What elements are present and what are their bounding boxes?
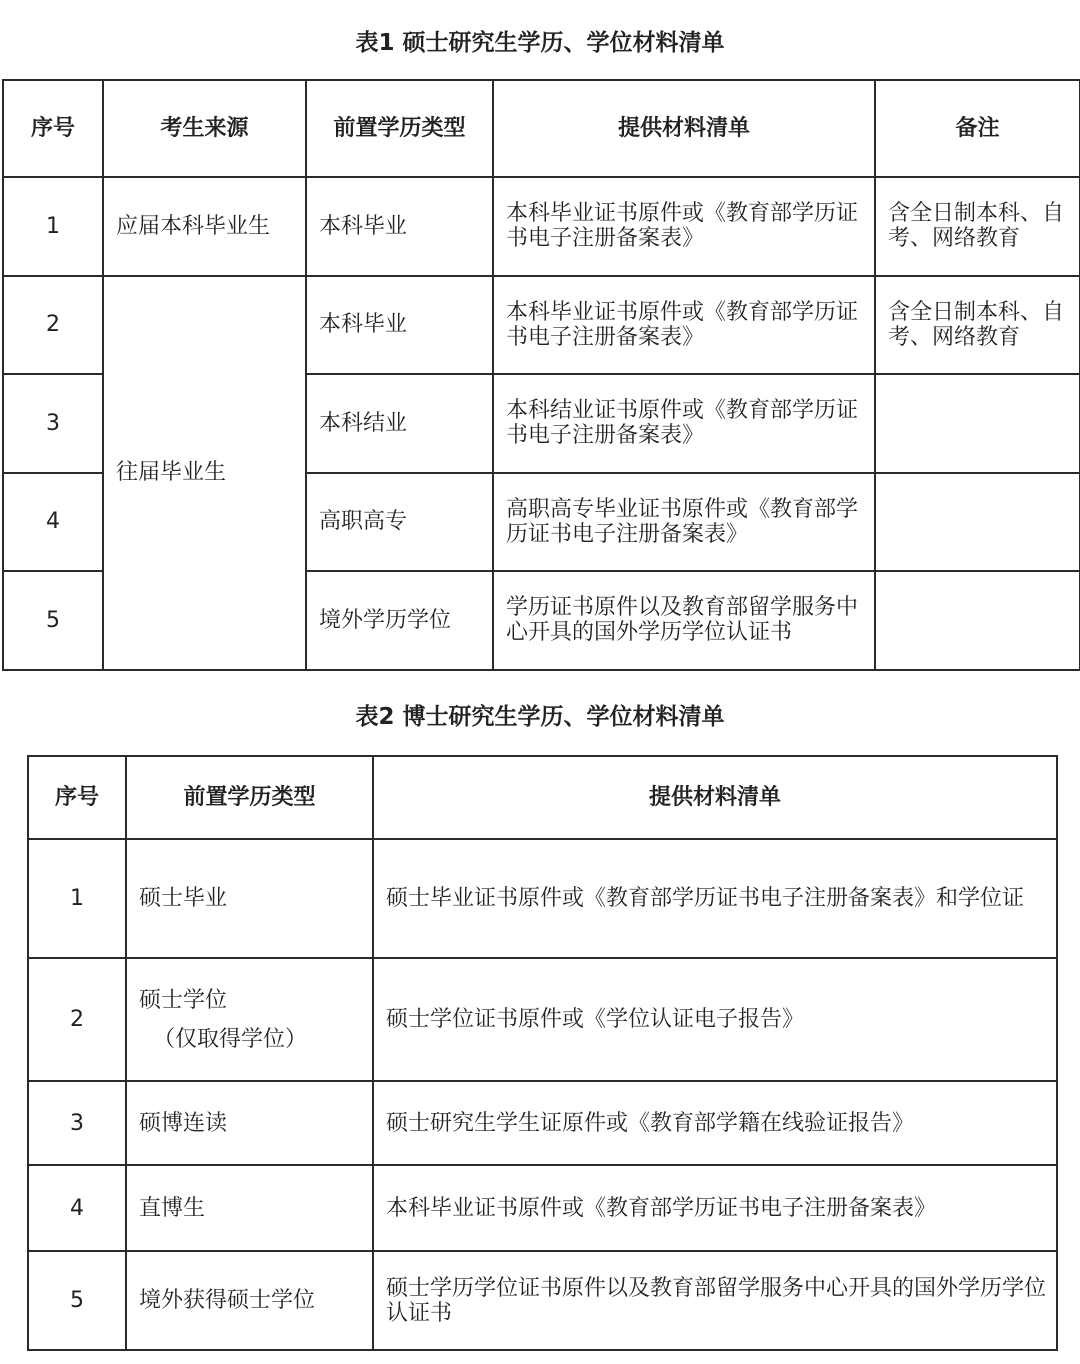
degree-type-cell: 高职高专 — [306, 473, 493, 572]
serial-cell: 2 — [3, 276, 103, 375]
materials-cell: 本科毕业证书原件或《教育部学历证书电子注册备案表》 — [493, 177, 875, 276]
serial-cell: 5 — [28, 1251, 126, 1350]
materials-cell: 学历证书原件以及教育部留学服务中心开具的国外学历学位认证书 — [493, 571, 875, 670]
table-header-row — [28, 756, 1057, 839]
serial-cell: 1 — [28, 839, 126, 958]
degree-type-note: （仅取得学位） — [153, 1026, 308, 1052]
remark-cell — [875, 473, 1080, 572]
degree-type-cell: 本科毕业 — [306, 177, 493, 276]
degree-type-cell: 境外学历学位 — [306, 571, 493, 670]
materials-cell: 硕士研究生学生证原件或《教育部学籍在线验证报告》 — [373, 1081, 1057, 1165]
table-row — [28, 1165, 1057, 1251]
materials-cell: 本科毕业证书原件或《教育部学历证书电子注册备案表》 — [373, 1165, 1057, 1251]
materials-cell: 硕士学历学位证书原件以及教育部留学服务中心开具的国外学历学位认证书 — [373, 1251, 1057, 1350]
header-prior-degree-type: 前置学历类型 — [306, 80, 493, 177]
header-materials: 提供材料清单 — [373, 756, 1057, 839]
degree-type-cell — [126, 958, 373, 1081]
degree-type-cell: 硕博连读 — [126, 1081, 373, 1165]
table-row — [28, 1081, 1057, 1165]
remark-cell — [875, 374, 1080, 473]
table1-title: 表1 硕士研究生学历、学位材料清单 — [355, 30, 725, 56]
header-serial: 序号 — [28, 756, 126, 839]
table2-title: 表2 博士研究生学历、学位材料清单 — [355, 704, 725, 730]
serial-cell: 5 — [3, 571, 103, 670]
remark-cell — [875, 571, 1080, 670]
header-prior-degree-type: 前置学历类型 — [126, 756, 373, 839]
degree-type-cell: 本科结业 — [306, 374, 493, 473]
materials-cell: 本科结业证书原件或《教育部学历证书电子注册备案表》 — [493, 374, 875, 473]
materials-cell: 高职高专毕业证书原件或《教育部学历证书电子注册备案表》 — [493, 473, 875, 572]
table-header-row — [3, 80, 1080, 177]
serial-cell: 3 — [28, 1081, 126, 1165]
degree-type-cell: 境外获得硕士学位 — [126, 1251, 373, 1350]
remark-cell: 含全日制本科、自考、网络教育 — [875, 276, 1080, 375]
master-materials-table — [2, 79, 1080, 671]
table-row — [3, 276, 1080, 375]
remark-cell: 含全日制本科、自考、网络教育 — [875, 177, 1080, 276]
header-serial: 序号 — [3, 80, 103, 177]
serial-cell: 4 — [3, 473, 103, 572]
degree-type-cell: 直博生 — [126, 1165, 373, 1251]
materials-cell: 硕士学位证书原件或《学位认证电子报告》 — [373, 958, 1057, 1081]
degree-type-cell: 硕士毕业 — [126, 839, 373, 958]
doctoral-materials-table — [27, 755, 1058, 1351]
serial-cell: 1 — [3, 177, 103, 276]
materials-cell: 本科毕业证书原件或《教育部学历证书电子注册备案表》 — [493, 276, 875, 375]
table-row — [28, 958, 1057, 1081]
source-cell: 应届本科毕业生 — [103, 177, 306, 276]
source-cell-merged: 往届毕业生 — [103, 276, 306, 670]
header-source: 考生来源 — [103, 80, 306, 177]
serial-cell: 2 — [28, 958, 126, 1081]
serial-cell: 4 — [28, 1165, 126, 1251]
table-row — [28, 839, 1057, 958]
serial-cell: 3 — [3, 374, 103, 473]
header-materials: 提供材料清单 — [493, 80, 875, 177]
degree-type-cell: 本科毕业 — [306, 276, 493, 375]
table-row — [28, 1251, 1057, 1350]
table-row — [3, 177, 1080, 276]
header-remark: 备注 — [875, 80, 1080, 177]
materials-cell: 硕士毕业证书原件或《教育部学历证书电子注册备案表》和学位证 — [373, 839, 1057, 958]
degree-type-label: 硕士学位 — [139, 987, 228, 1013]
